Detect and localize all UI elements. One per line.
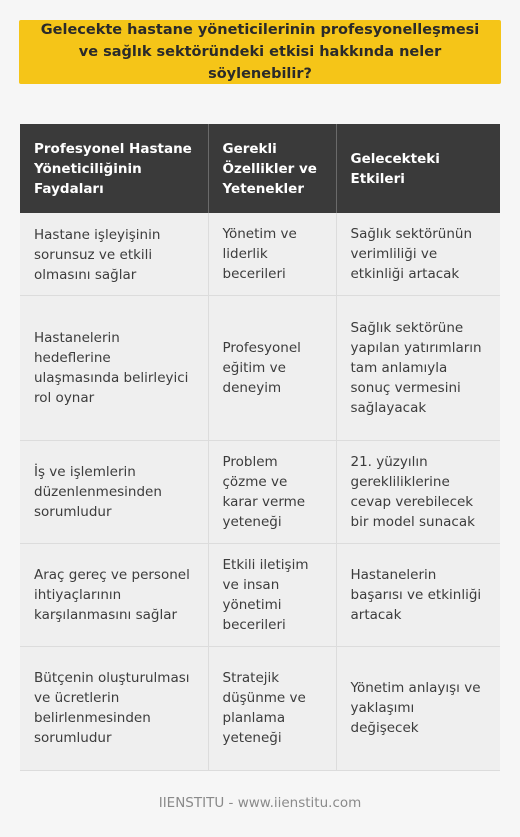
table-cell-effect: Sağlık sektörünün verimliliği ve etkinliği artacak bbox=[336, 213, 500, 295]
table-cell-benefit: Hastane işleyişinin sorunsuz ve etkili olmasını sağlar bbox=[20, 213, 208, 295]
table-cell-effect: 21. yüzyılın gerekliliklerine cevap verebilecek bir model sunacak bbox=[336, 440, 500, 543]
table-cell-skill: Stratejik düşünme ve planlama yeteneği bbox=[208, 646, 336, 770]
table-cell-benefit: Hastanelerin hedeflerine ulaşmasında belirleyici rol oynar bbox=[20, 295, 208, 440]
table-row bbox=[20, 646, 500, 770]
table-cell-effect: Hastanelerin başarısı ve etkinliği artacak bbox=[336, 543, 500, 646]
footer-credit: IIENSTITU - www.iienstitu.com bbox=[158, 795, 362, 811]
table-cell-skill: Etkili iletişim ve insan yönetimi becerileri bbox=[208, 543, 336, 646]
header-required-skills: Gerekli Özellikler ve Yetenekler bbox=[208, 124, 336, 213]
table-cell-benefit: Araç gereç ve personel ihtiyaçlarının karşılanmasını sağlar bbox=[20, 543, 208, 646]
question-banner bbox=[19, 20, 501, 84]
comparison-table bbox=[20, 124, 500, 771]
table-cell-effect: Yönetim anlayışı ve yaklaşımı değişecek bbox=[336, 646, 500, 770]
table-cell-skill: Yönetim ve liderlik becerileri bbox=[208, 213, 336, 295]
header-benefits: Profesyonel Hastane Yöneticiliğinin Faydaları bbox=[20, 124, 208, 213]
question-title: Gelecekte hastane yöneticilerinin profesyonelleşmesi ve sağlık sektöründeki etkisi hakkında neler söylenebilir? bbox=[40, 22, 480, 82]
table-row bbox=[20, 213, 500, 295]
table-row bbox=[20, 543, 500, 646]
table-cell-skill: Problem çözme ve karar verme yeteneği bbox=[208, 440, 336, 543]
table-cell-benefit: İş ve işlemlerin düzenlenmesinden sorumludur bbox=[20, 440, 208, 543]
table-row bbox=[20, 295, 500, 440]
table-row bbox=[20, 440, 500, 543]
header-future-effects: Gelecekteki Etkileri bbox=[336, 124, 500, 213]
table-cell-effect: Sağlık sektörüne yapılan yatırımların tam anlamıyla sonuç vermesini sağlayacak bbox=[336, 295, 500, 440]
table-cell-benefit: Bütçenin oluşturulması ve ücretlerin belirlenmesinden sorumludur bbox=[20, 646, 208, 770]
table-header-row bbox=[20, 124, 500, 213]
table-cell-skill: Profesyonel eğitim ve deneyim bbox=[208, 295, 336, 440]
